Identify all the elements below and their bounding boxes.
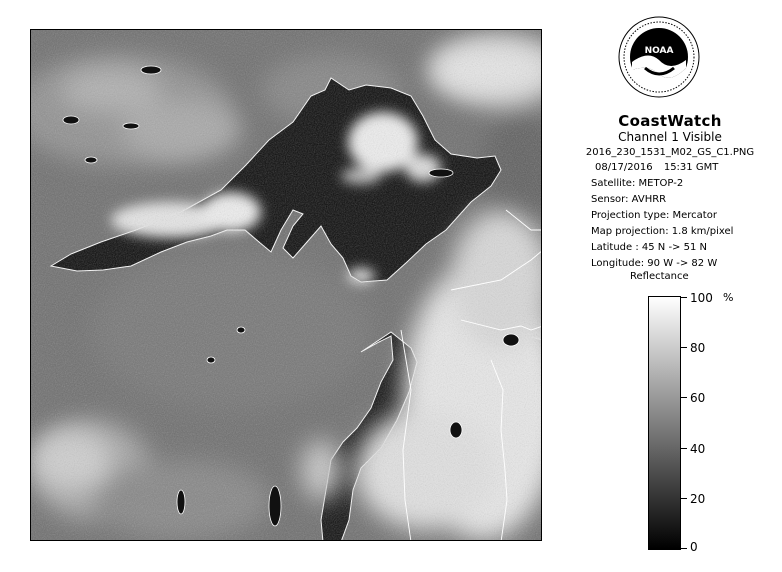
longitude-info: Longitude: 90 W -> 82 W	[591, 258, 718, 269]
noaa-logo	[618, 16, 700, 98]
colorbar-tick	[681, 548, 687, 549]
colorbar-tick	[681, 448, 687, 449]
channel-label: Channel 1 Visible	[618, 130, 722, 144]
colorbar-tick-label: 0	[690, 540, 698, 554]
colorbar-tick-label: 100	[690, 291, 713, 305]
sensor-info: Sensor: AVHRR	[591, 194, 667, 205]
file-name: 2016_230_1531_M02_GS_C1.PNG	[585, 147, 755, 158]
image-time: 15:31 GMT	[663, 162, 719, 173]
colorbar-tick	[681, 297, 687, 298]
colorbar-title: Reflectance	[630, 271, 689, 282]
colorbar-tick	[681, 397, 687, 398]
reflectance-colorbar	[648, 296, 681, 550]
product-info	[560, 112, 780, 160]
colorbar-tick	[681, 347, 687, 348]
satellite-image	[30, 29, 542, 541]
colorbar-unit: %	[723, 291, 734, 304]
image-date: 08/17/2016	[595, 162, 653, 173]
map-projection-info: Map projection: 1.8 km/pixel	[591, 226, 734, 237]
colorbar-tick	[681, 498, 687, 499]
image-metadata	[591, 160, 733, 272]
satellite-map	[31, 30, 542, 541]
colorbar-tick-label: 40	[690, 442, 706, 456]
colorbar-tick-label: 20	[690, 492, 706, 506]
latitude-info: Latitude : 45 N -> 51 N	[591, 242, 707, 253]
colorbar-tick-label: 80	[690, 341, 706, 355]
satellite-info: Satellite: METOP-2	[591, 178, 684, 189]
colorbar-tick-label: 60	[690, 391, 706, 405]
product-title: CoastWatch	[618, 112, 722, 130]
projection-type-info: Projection type: Mercator	[591, 210, 717, 221]
logo-text: NOAA	[644, 46, 674, 56]
